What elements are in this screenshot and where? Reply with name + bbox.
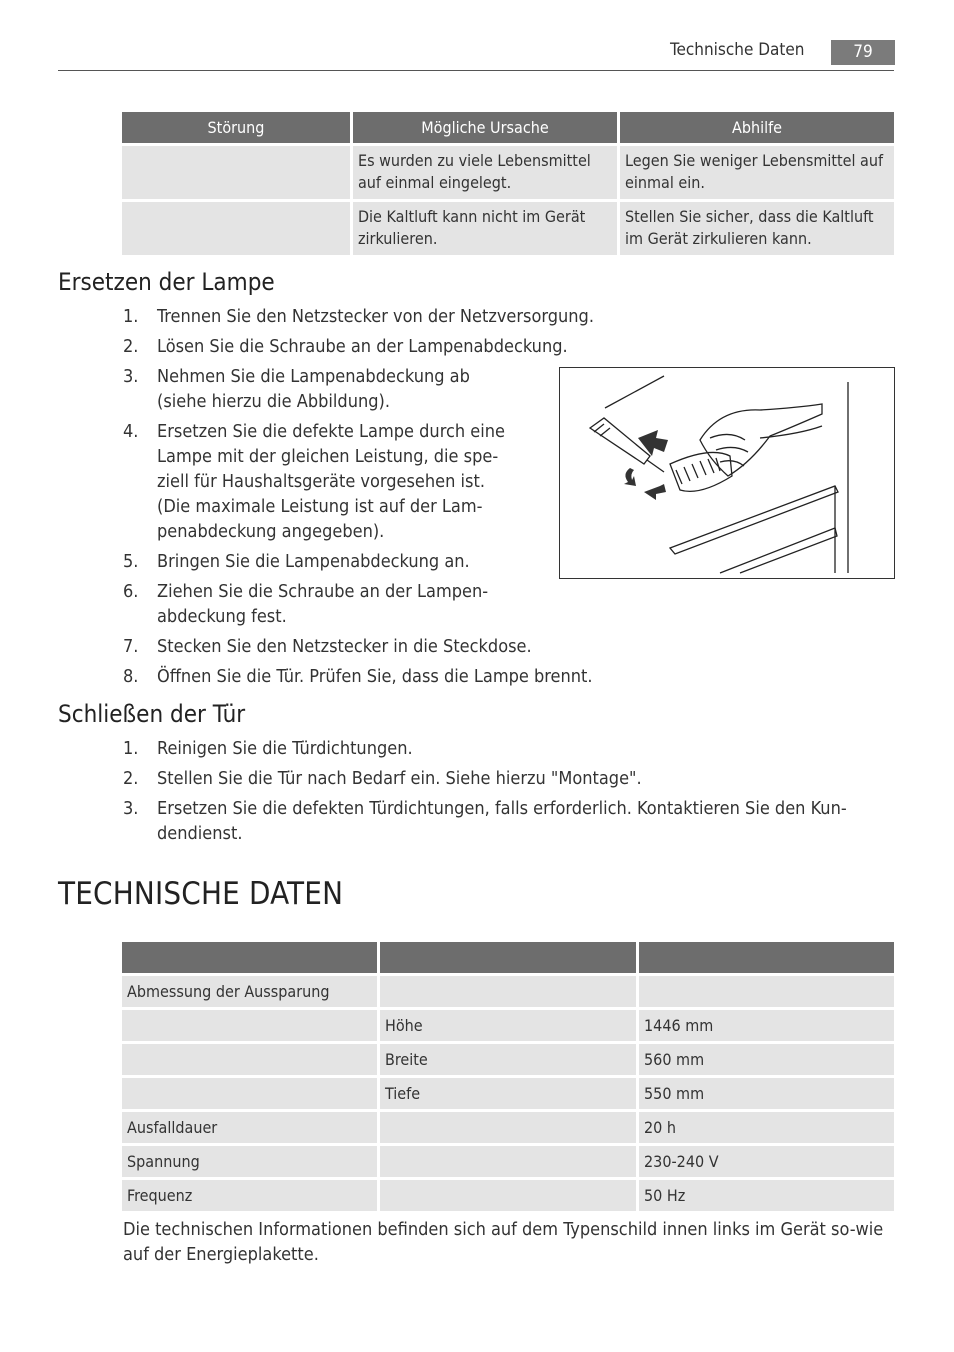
list-item [123,766,883,791]
table-cell: Es wurden zu viele Lebensmittel auf einmal eingelegt. [353,146,617,199]
table-cell [122,146,350,199]
column-header [122,942,377,973]
table-cell: 50 Hz [639,1180,894,1211]
list-item [123,364,513,414]
step-number: 7. [123,636,139,657]
column-header-stoerung: Störung [122,112,350,143]
table-cell: 20 h [639,1112,894,1143]
page-number: 79 [831,40,895,65]
lamp-illustration-drawing [560,368,894,578]
table-cell [380,1112,636,1143]
step-text: Lösen Sie die Schraube an der Lampenabdeckung. [157,336,568,357]
step-text: Reinigen Sie die Türdichtungen. [157,738,413,759]
table-cell [122,1078,377,1109]
table-row [122,1078,894,1109]
page-title-technical-data: TECHNISCHE DATEN [58,876,344,912]
column-header-abhilfe: Abhilfe [620,112,894,143]
table-cell [122,1044,377,1075]
step-number: 4. [123,421,139,442]
table-row [122,202,894,255]
arrow-icon [638,430,668,456]
step-text: Ziehen Sie die Schraube an der Lampen-abdeckung fest. [157,581,489,627]
table-cell [380,976,636,1007]
table-cell: 1446 mm [639,1010,894,1041]
step-text: Ersetzen Sie die defekte Lampe durch eine Lampe mit der gleichen Leistung, die spe-ziell für Haushaltsgeräte vorgesehen ist. (Die maximale Leistung ist auf der Lam-penabdeckung angegeben). [157,421,505,542]
table-cell: 560 mm [639,1044,894,1075]
table-cell [122,1010,377,1041]
step-text: Nehmen Sie die Lampenabdeckung ab (siehe hierzu die Abbildung). [157,366,470,412]
table-cell: 550 mm [639,1078,894,1109]
table-cell [380,1146,636,1177]
running-header-title: Technische Daten [670,40,805,60]
table-cell: 230-240 V [639,1146,894,1177]
table-row [122,146,894,199]
table-cell: Breite [380,1044,636,1075]
table-row [122,976,894,1007]
table-cell: Ausfalldauer [122,1112,377,1143]
troubleshooting-table [119,109,897,258]
step-number: 2. [123,768,139,789]
section-heading-lamp: Ersetzen der Lampe [58,268,275,296]
step-number: 1. [123,738,139,759]
step-text: Öffnen Sie die Tür. Prüfen Sie, dass die Lampe brennt. [157,666,593,687]
technical-data-table [119,939,897,1214]
table-row [122,1146,894,1177]
table-row [122,1010,894,1041]
step-text: Ersetzen Sie die defekten Türdichtungen, falls erforderlich. Kontaktieren Sie den Kun-dendienst. [157,798,847,844]
door-steps-list [123,736,883,846]
table-header-row [122,112,894,143]
step-number: 6. [123,581,139,602]
step-text: Stellen Sie die Tür nach Bedarf ein. Siehe hierzu "Montage". [157,768,642,789]
step-number: 2. [123,336,139,357]
step-number: 1. [123,306,139,327]
column-header-ursache: Mögliche Ursache [353,112,617,143]
list-item [123,796,873,846]
table-cell [639,976,894,1007]
table-cell: Die Kaltluft kann nicht im Gerät zirkulieren. [353,202,617,255]
table-cell [122,202,350,255]
list-item [123,419,523,544]
step-number: 5. [123,551,139,572]
step-number: 3. [123,366,139,387]
table-cell: Abmessung der Aussparung [122,976,377,1007]
list-item [123,579,513,629]
table-row [122,1180,894,1211]
step-number: 3. [123,798,139,819]
list-item [123,304,613,329]
table-cell: Frequenz [122,1180,377,1211]
header-divider [58,70,894,71]
table-cell: Tiefe [380,1078,636,1109]
list-item [123,334,613,359]
list-item [123,664,613,689]
lamp-cover-illustration [559,367,895,579]
list-item [123,736,883,761]
list-item [123,549,613,574]
column-header [639,942,894,973]
lamp-steps-list [123,304,613,689]
table-row [122,1112,894,1143]
table-cell: Höhe [380,1010,636,1041]
step-number: 8. [123,666,139,687]
technical-info-note: Die technischen Informationen befinden sich auf dem Typenschild innen links im Gerät so-wie auf der Energieplakette. [123,1219,884,1265]
step-text: Trennen Sie den Netzstecker von der Netzversorgung. [157,306,594,327]
section-heading-door: Schließen der Tür [58,700,246,728]
step-text: Bringen Sie die Lampenabdeckung an. [157,551,470,572]
table-cell: Stellen Sie sicher, dass die Kaltluft im Gerät zirkulieren kann. [620,202,894,255]
table-cell [380,1180,636,1211]
table-row [122,1044,894,1075]
table-header-row [122,942,894,973]
step-text: Stecken Sie den Netzstecker in die Steckdose. [157,636,532,657]
column-header [380,942,636,973]
list-item [123,634,613,659]
table-cell: Spannung [122,1146,377,1177]
table-cell: Legen Sie weniger Lebensmittel auf einmal ein. [620,146,894,199]
